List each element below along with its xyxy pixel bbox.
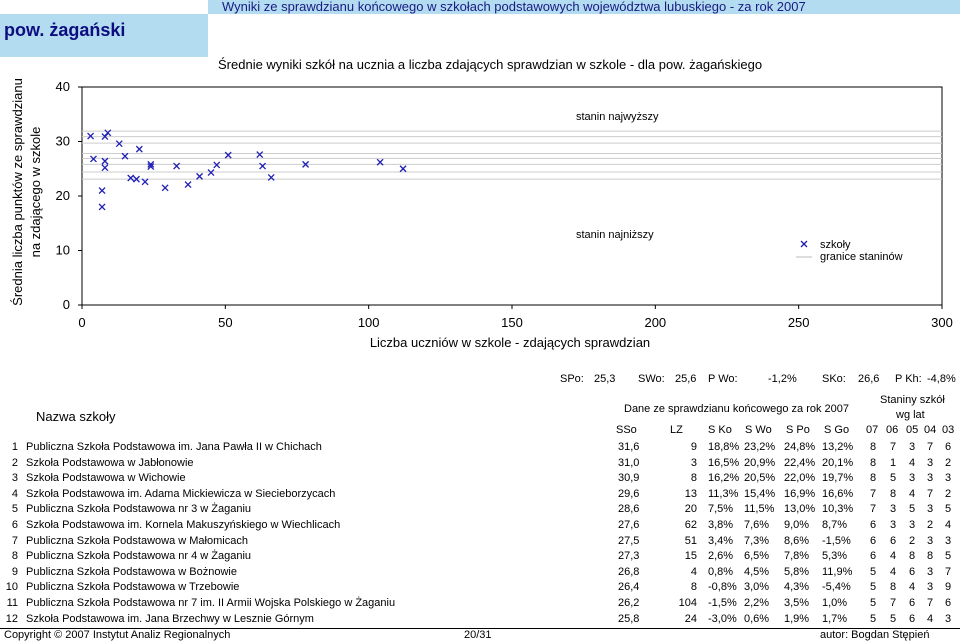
- cell-sso: 25,8: [618, 612, 640, 625]
- stat-sko-value: 26,6: [858, 373, 880, 385]
- cell-stanine-07: 6: [870, 519, 877, 531]
- footer-page-number: 20/31: [464, 629, 492, 641]
- cell-swo: 11,5%: [744, 503, 775, 516]
- cell-spo: 5,8%: [784, 565, 810, 578]
- school-name: Szkoła Podstawowa im. Jana Brzechwy w Lesznie Górnym: [26, 612, 314, 625]
- cell-sso: 31,0: [618, 456, 640, 469]
- cell-stanine-05: 6: [909, 612, 916, 625]
- cell-stanine-05: 4: [909, 581, 916, 594]
- cell-sgo: 11,9%: [822, 565, 853, 578]
- cell-sgo: 1,0%: [822, 597, 848, 609]
- cell-sgo: -1,5%: [822, 534, 851, 547]
- y-tick-label: 20: [55, 188, 70, 203]
- header-stanines-1: Staniny szkół: [880, 394, 945, 406]
- cell-stanine-04: 8: [927, 550, 934, 563]
- y-tick-label: 30: [55, 133, 70, 149]
- x-tick-label: 50: [218, 315, 233, 330]
- cell-stanine-07: 7: [870, 503, 877, 516]
- cell-swo: 4,5%: [744, 565, 770, 578]
- cell-lz: 3: [690, 456, 697, 469]
- cell-stanine-05: 3: [909, 519, 916, 531]
- cell-lz: 15: [684, 550, 697, 563]
- plot-area: [82, 87, 942, 305]
- header-right-band: [208, 14, 960, 57]
- cell-spo: 4,3%: [784, 581, 810, 594]
- region-title: pow. żagański: [4, 20, 126, 40]
- col-header-year-07: 07: [866, 424, 879, 436]
- cell-swo: 2,2%: [744, 597, 770, 609]
- cell-stanine-03: 5: [945, 503, 952, 516]
- stat-pwo-value: -1,2%: [768, 373, 797, 385]
- x-ticks: [78, 305, 952, 330]
- cell-sko: 3,4%: [708, 534, 734, 547]
- cell-stanine-03: 7: [945, 565, 952, 578]
- cell-stanine-07: 5: [870, 565, 877, 578]
- cell-stanine-06: 8: [890, 581, 897, 594]
- school-name: Szkoła Podstawowa im. Kornela Makuszyńskiego w Wiechlicach: [26, 519, 341, 531]
- cell-lz: 24: [684, 612, 697, 625]
- footer-copyright: Copyright © 2007 Instytut Analiz Regionalnych: [4, 629, 231, 641]
- school-name: Publiczna Szkoła Podstawowa nr 3 w Żaganiu: [26, 503, 252, 516]
- school-name: Publiczna Szkoła Podstawowa w Trzebowie: [26, 581, 240, 594]
- cell-stanine-05: 4: [909, 487, 916, 500]
- cell-stanine-06: 4: [890, 565, 897, 578]
- cell-stanine-03: 6: [945, 441, 952, 453]
- col-header-sgo: S Go: [824, 424, 850, 436]
- header-school-name: Nazwa szkoły: [36, 409, 116, 424]
- stat-swo-value: 25,6: [675, 373, 697, 385]
- cell-stanine-04: 2: [927, 519, 934, 531]
- cell-stanine-03: 4: [945, 519, 952, 531]
- cell-stanine-06: 3: [890, 503, 897, 516]
- cell-stanine-04: 3: [927, 581, 934, 594]
- cell-sso: 27,5: [618, 534, 640, 547]
- cell-stanine-04: 4: [927, 612, 934, 625]
- cell-swo: 23,2%: [744, 441, 776, 453]
- cell-stanine-03: 5: [945, 550, 952, 563]
- cell-lz: 51: [684, 534, 697, 547]
- cell-stanine-04: 3: [927, 534, 934, 547]
- col-header-lz: LZ: [670, 424, 683, 436]
- cell-sko: 0,8%: [708, 565, 734, 578]
- row-number: 8: [11, 550, 18, 563]
- cell-stanine-03: 2: [945, 456, 952, 469]
- cell-spo: 24,8%: [784, 441, 816, 453]
- cell-sso: 29,6: [618, 487, 640, 500]
- scatter-chart: [0, 75, 960, 353]
- cell-spo: 9,0%: [784, 519, 810, 531]
- cell-stanine-06: 5: [890, 472, 897, 485]
- cell-swo: 20,9%: [744, 456, 776, 469]
- cell-lz: 104: [678, 597, 697, 609]
- cell-sgo: -5,4%: [822, 581, 851, 594]
- cell-sgo: 8,7%: [822, 519, 848, 531]
- school-name: Publiczna Szkoła Podstawowa im. Jana Pawła II w Chichach: [26, 441, 322, 453]
- legend-label-boundaries: granice staninów: [820, 251, 903, 263]
- header-stanines-2: wg lat: [896, 409, 925, 421]
- cell-spo: 13,0%: [784, 503, 816, 516]
- cell-spo: 16,9%: [784, 487, 816, 500]
- cell-stanine-04: 3: [927, 503, 934, 516]
- cell-stanine-04: 3: [927, 456, 934, 469]
- cell-stanine-06: 3: [890, 519, 897, 531]
- cell-stanine-03: 2: [945, 487, 952, 500]
- cell-sko: 18,8%: [708, 441, 740, 453]
- school-name: Szkoła Podstawowa w Jabłonowie: [26, 456, 194, 469]
- report-title: Wyniki ze sprawdzianu końcowego w szkołach podstawowych województwa lubuskiego - za rok 2007: [222, 0, 806, 14]
- stat-pwo-label: P Wo:: [708, 373, 738, 385]
- cell-stanine-03: 6: [945, 597, 952, 609]
- cell-lz: 9: [690, 441, 697, 453]
- y-ticks: [56, 79, 82, 312]
- cell-stanine-03: 3: [945, 472, 952, 485]
- cell-sso: 26,4: [618, 581, 640, 594]
- stat-spo-label: SPo:: [560, 373, 584, 385]
- cell-stanine-07: 5: [870, 597, 877, 609]
- cell-sso: 30,9: [618, 472, 640, 485]
- col-header-year-03: 03: [942, 424, 955, 436]
- y-tick-label: 0: [62, 297, 70, 312]
- cell-spo: 22,4%: [784, 456, 816, 469]
- cell-sso: 26,8: [618, 565, 640, 578]
- school-name: Szkoła Podstawowa w Wichowie: [26, 472, 186, 485]
- cell-stanine-04: 7: [927, 597, 934, 609]
- x-tick-label: 0: [78, 315, 86, 330]
- school-name: Publiczna Szkoła Podstawowa nr 4 w Żaganiu: [26, 550, 252, 563]
- cell-stanine-04: 7: [927, 487, 934, 500]
- cell-spo: 3,5%: [784, 597, 810, 609]
- cell-stanine-07: 7: [870, 487, 877, 500]
- cell-stanine-06: 7: [890, 441, 897, 453]
- cell-spo: 8,6%: [784, 534, 810, 547]
- cell-stanine-07: 6: [870, 534, 877, 547]
- x-tick-label: 100: [357, 315, 380, 330]
- cell-stanine-03: 3: [945, 534, 952, 547]
- cell-stanine-06: 8: [890, 487, 897, 500]
- cell-sko: 3,8%: [708, 519, 734, 531]
- cell-swo: 15,4%: [744, 487, 776, 500]
- cell-stanine-04: 7: [927, 441, 934, 453]
- cell-spo: 7,8%: [784, 550, 810, 563]
- annotation-bottom-stanine: stanin najniższy: [576, 229, 654, 241]
- cell-stanine-03: 3: [945, 612, 952, 625]
- cell-stanine-07: 5: [870, 581, 877, 594]
- cell-sso: 26,2: [618, 597, 640, 609]
- row-number: 9: [11, 565, 18, 578]
- stat-sko-label: SKo:: [822, 373, 846, 385]
- cell-sgo: 13,2%: [822, 441, 854, 453]
- cell-stanine-07: 8: [870, 441, 877, 453]
- cell-swo: 6,5%: [744, 550, 770, 563]
- school-name: Publiczna Szkoła Podstawowa nr 7 im. II Armii Wojska Polskiego w Żaganiu: [26, 597, 396, 609]
- cell-sgo: 1,7%: [822, 612, 848, 625]
- y-tick-label: 10: [55, 242, 70, 258]
- cell-stanine-06: 4: [890, 550, 897, 563]
- cell-spo: 1,9%: [784, 612, 810, 625]
- school-name: Szkoła Podstawowa im. Adama Mickiewicza w Siecieborzycach: [26, 487, 336, 500]
- cell-stanine-05: 3: [909, 441, 916, 453]
- stat-swo-label: SWo:: [638, 373, 665, 385]
- cell-sgo: 16,6%: [822, 487, 854, 500]
- cell-stanine-06: 6: [890, 534, 897, 547]
- school-name: Publiczna Szkoła Podstawowa w Bożnowie: [26, 565, 237, 578]
- cell-swo: 7,3%: [744, 534, 770, 547]
- cell-stanine-06: 5: [890, 612, 897, 625]
- x-tick-label: 300: [931, 315, 953, 330]
- cell-sgo: 10,3%: [822, 503, 854, 516]
- col-header-year-05: 05: [906, 424, 919, 436]
- cell-stanine-05: 5: [909, 503, 916, 516]
- row-number: 5: [11, 503, 18, 516]
- col-header-spo: S Po: [786, 424, 810, 436]
- row-number: 6: [11, 519, 18, 531]
- cell-sko: -3,0%: [708, 612, 737, 625]
- cell-spo: 22,0%: [784, 472, 816, 485]
- cell-stanine-07: 8: [870, 456, 877, 469]
- cell-sgo: 5,3%: [822, 550, 848, 563]
- cell-sso: 27,6: [618, 519, 640, 531]
- x-tick-label: 200: [644, 315, 667, 330]
- page-header: [0, 0, 960, 57]
- cell-sso: 28,6: [618, 503, 640, 516]
- cell-lz: 8: [690, 581, 697, 594]
- cell-stanine-05: 8: [909, 550, 916, 563]
- cell-stanine-03: 9: [945, 581, 952, 594]
- cell-stanine-07: 6: [870, 550, 877, 563]
- cell-stanine-05: 6: [909, 565, 916, 578]
- stat-pkh-label: P Kh:: [895, 373, 922, 385]
- cell-stanine-07: 5: [870, 612, 877, 625]
- x-tick-label: 150: [501, 315, 523, 330]
- cell-sgo: 19,7%: [822, 472, 854, 485]
- row-number: 12: [5, 612, 18, 625]
- cell-swo: 0,6%: [744, 612, 770, 625]
- row-number: 4: [11, 487, 18, 500]
- cell-stanine-05: 6: [909, 597, 916, 609]
- cell-stanine-06: 7: [890, 597, 897, 609]
- school-name: Publiczna Szkoła Podstawowa w Małomicach: [26, 534, 248, 547]
- col-header-sko: S Ko: [708, 424, 732, 436]
- cell-sko: 2,6%: [708, 550, 734, 563]
- cell-sko: 16,5%: [708, 456, 740, 469]
- x-axis-label: Liczba uczniów w szkole - zdających sprawdzian: [369, 335, 651, 350]
- cell-swo: 3,0%: [744, 581, 770, 594]
- y-axis-label: [10, 78, 43, 306]
- cell-stanine-04: 3: [927, 565, 934, 578]
- cell-stanine-05: 3: [909, 472, 916, 485]
- cell-lz: 20: [684, 503, 697, 516]
- cell-sko: 7,5%: [708, 503, 734, 516]
- stat-spo-value: 25,3: [594, 373, 616, 385]
- cell-sgo: 20,1%: [822, 456, 854, 469]
- row-number: 7: [11, 534, 18, 547]
- chart-title: Średnie wyniki szkół na ucznia a liczba zdających sprawdzian w szkole - dla pow. żagańskiego: [218, 57, 763, 72]
- col-header-sso: SSo: [616, 424, 637, 436]
- cell-lz: 13: [684, 487, 697, 500]
- cell-stanine-05: 2: [909, 534, 916, 547]
- y-axis-label-line-1: Średnia liczba punktów ze sprawdzianu: [10, 78, 25, 306]
- cell-sko: -1,5%: [708, 597, 737, 609]
- cell-lz: 8: [690, 472, 697, 485]
- x-tick-label: 250: [787, 315, 810, 330]
- col-header-swo: S Wo: [745, 424, 772, 436]
- footer-author: autor: Bogdan Stępień: [820, 629, 930, 641]
- y-axis-label-line-2: na zdającego w szkole: [28, 126, 43, 258]
- cell-stanine-06: 1: [890, 456, 897, 469]
- legend-label-schools: szkoły: [820, 239, 851, 251]
- cell-lz: 4: [690, 565, 697, 578]
- cell-stanine-04: 3: [927, 472, 934, 485]
- cell-stanine-05: 4: [909, 456, 916, 469]
- cell-swo: 20,5%: [744, 472, 776, 485]
- header-exam-data: Dane ze sprawdzianu końcowego za rok 2007: [624, 403, 850, 415]
- stat-pkh-value: -4,8%: [927, 373, 956, 385]
- cell-sko: -0,8%: [708, 581, 737, 594]
- row-number: 11: [6, 597, 18, 609]
- col-header-year-06: 06: [886, 424, 899, 436]
- cell-stanine-07: 8: [870, 472, 877, 485]
- cell-sso: 31,6: [618, 441, 640, 453]
- cell-lz: 62: [684, 519, 697, 531]
- col-header-year-04: 04: [924, 424, 937, 436]
- row-number: 3: [11, 472, 18, 485]
- row-number: 1: [11, 441, 18, 453]
- row-number: 10: [5, 581, 18, 594]
- cell-sso: 27,3: [618, 550, 640, 563]
- annotation-top-stanine: stanin najwyższy: [576, 111, 659, 123]
- cell-sko: 16,2%: [708, 472, 740, 485]
- cell-swo: 7,6%: [744, 519, 770, 531]
- cell-sko: 11,3%: [708, 487, 739, 500]
- y-tick-label: 40: [55, 79, 70, 94]
- row-number: 2: [11, 456, 18, 469]
